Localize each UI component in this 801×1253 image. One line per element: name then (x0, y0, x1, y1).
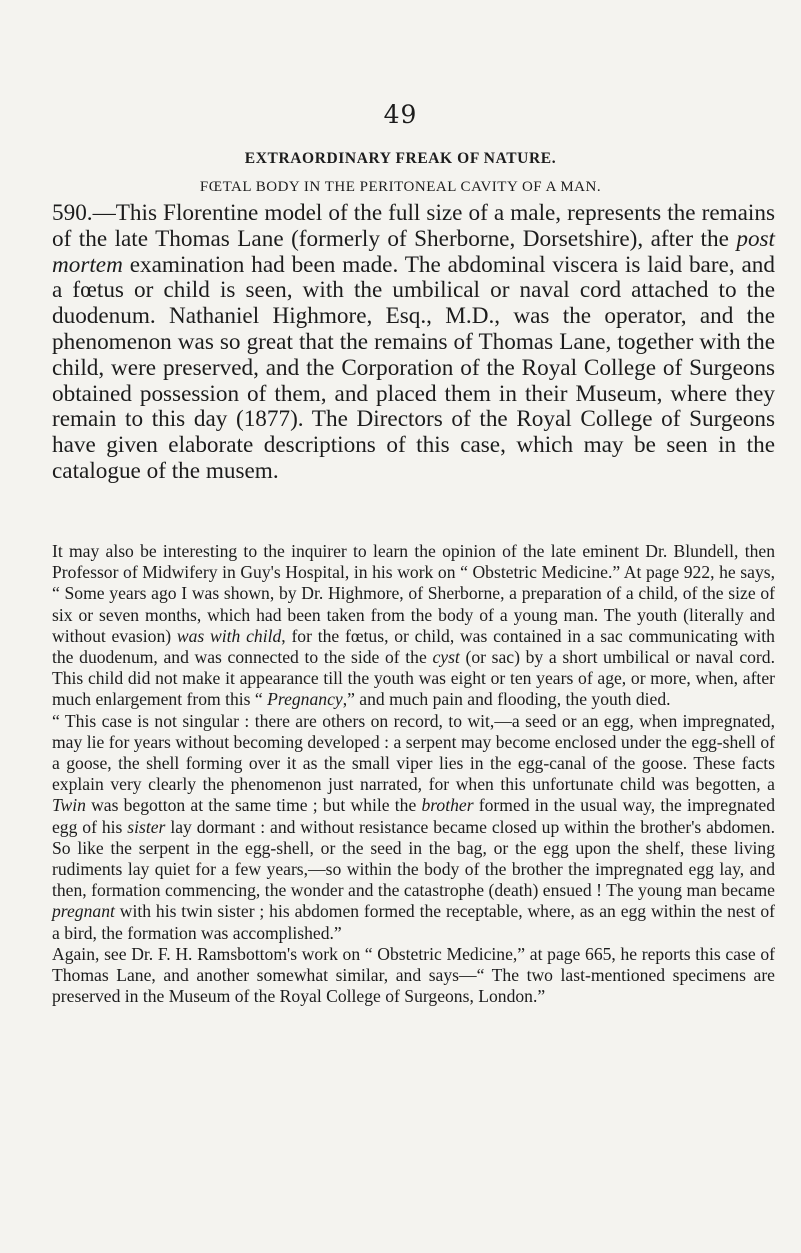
quote-paragraph-blundell (52, 541, 775, 711)
quote-emphasis: cyst (432, 647, 460, 668)
quote-text-part: with his twin sister ; his abdomen formed the receptable, where, as an egg within the nest of a bird, the formation was accomplished.” (52, 901, 775, 943)
quote-text-part: lay dormant : and without resistance became closed up within the brother's abdomen. So like the serpent in the egg-shell, or the seed in the bag, or the egg upon the shelf, these living rudiments lay quiet for a few years,—so within the body of the brother the impregnated egg lay, and then, formation commencing, the wonder and the catastrophe (death) ensued ! The young man became (52, 816, 775, 901)
quote-text-part: ,” and much pain and flooding, the youth died. (342, 689, 671, 710)
main-paragraph (52, 201, 775, 485)
quote-text-part: formed in the usual way, the impregnated egg of his (52, 795, 775, 837)
main-emphasis: post mortem (52, 225, 775, 278)
quote-emphasis: pregnant (52, 901, 115, 922)
main-text-part: 590.—This Florentine model of the full size of a male, represents the remains of the late Thomas Lane (formerly of Sherborne, Dorsetshire), after the (52, 200, 775, 252)
quote-text-part: was begotton at the same time ; but while the (85, 795, 422, 816)
quote-emphasis: Twin (52, 795, 86, 816)
chapter-heading: EXTRAORDINARY FREAK OF NATURE. (244, 150, 557, 167)
quote-paragraph-twin (52, 711, 775, 944)
quote-emphasis: was with child (176, 625, 282, 646)
quote-text-part: , for the fœtus, or child, was contained in a sac communicating with the duodenum, and was connected to the side of the (52, 625, 775, 668)
quote-text-part: “ This case is not singular : there are others on record, to wit,—a seed or an egg, when impregnated, may lie for years without becoming developed : a serpent may become enclosed under the egg-shell of a goose, the shell forming over it as the small viper lies in the egg-canal of the goose. These facts explain very clearly the phenomenon just narrated, for when this unfortunate child was begotten, a (52, 710, 775, 795)
quoted-passage (52, 541, 775, 1007)
chapter-subheading: FŒTAL BODY IN THE PERITONEAL CAVITY OF A MAN. (199, 179, 602, 195)
quote-text-part: (or sac) by a short umbilical or naval cord. This child did not make it appearance till the youth was eight or ten years of age, or more, when, after much enlargement from this “ (52, 647, 775, 710)
quote-emphasis: brother (421, 795, 474, 816)
page-number: 49 (383, 100, 418, 129)
quote-emphasis: sister (127, 816, 166, 837)
quote-emphasis: Pregnancy (267, 689, 343, 710)
main-text-part: examination had been made. The abdominal viscera is laid bare, and a fœtus or child is seen, with the umbilical or naval cord attached to the duodenum. Nathaniel Highmore, Esq., M.D., was the operator, and the phenomenon was so great that the remains of Thomas Lane, together with the child, were preserved, and the Corporation of the Royal College of Surgeons obtained possession of them, and placed them in their Museum, where they remain to this day (1877). The Directors of the Royal College of Surgeons have given elaborate descriptions of this case, which may be seen in the catalogue of the musem. (52, 251, 775, 484)
quote-text-part: It may also be interesting to the inquirer to learn the opinion of the late eminent Dr. Blundell, then Professor of Midwifery in Guy's Hospital, in his work on “ Obstetric Medicine.” At page 922, he says, “ Some years ago I was shown, by Dr. Highmore, of Sherborne, a preparation of a child, of the size of six or seven months, which had been taken from the body of a young man. The youth (literally and without evasion) (52, 541, 775, 646)
quote-paragraph-ramsbottom: Again, see Dr. F. H. Ramsbottom's work on “ Obstetric Medicine,” at page 665, he reports this case of Thomas Lane, and another somewhat similar, and says—“ The two last-mentioned specimens are preserved in the Museum of the Royal College of Surgeons, London.” (52, 943, 775, 1007)
